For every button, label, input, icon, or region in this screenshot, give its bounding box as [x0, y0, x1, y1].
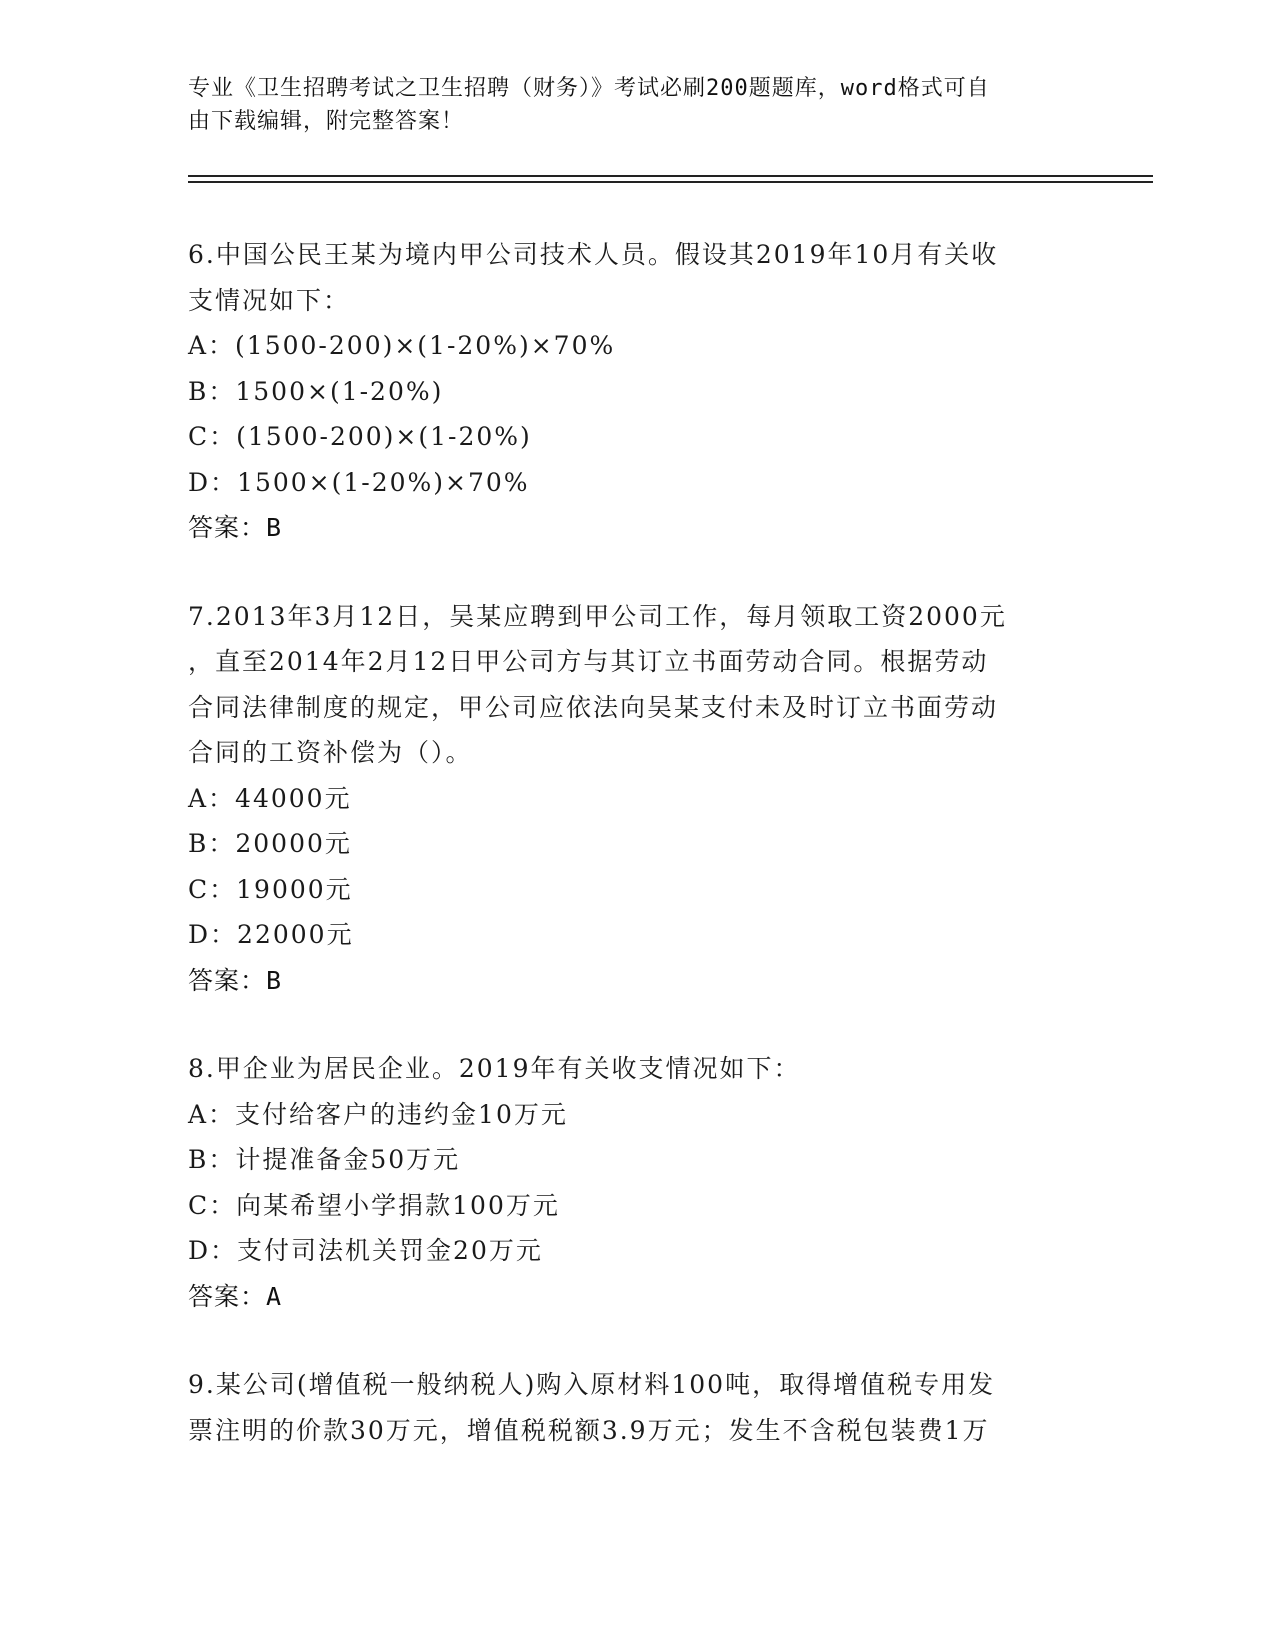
- header-line-2: 由下载编辑，附完整答案！: [188, 109, 465, 134]
- question-text-line: 合同的工资补偿为（）。: [188, 738, 473, 767]
- answer-line: 答案：B: [188, 965, 283, 995]
- option-a: A：44000元: [188, 783, 352, 813]
- option-d: D：22000元: [188, 920, 354, 949]
- option-a: A：(1500-200)×(1-20%)×70%: [188, 331, 616, 360]
- question-text-line: 支情况如下：: [188, 285, 351, 315]
- header-line-1: 专业《卫生招聘考试之卫生招聘（财务）》考试必刷200题题库，word格式可自: [188, 76, 990, 101]
- question-text-line: 8.甲企业为居民企业。2019年有关收支情况如下：: [188, 1054, 801, 1083]
- question-8: [188, 1046, 1088, 1319]
- question-text-line: ，直至2014年2月12日甲公司方与其订立书面劳动合同。根据劳动: [188, 647, 989, 676]
- question-text-line: 6.中国公民王某为境内甲公司技术人员。假设其2019年10月有关收: [188, 240, 999, 269]
- document-header: [188, 72, 1068, 138]
- option-a: A：支付给客户的违约金10万元: [188, 1099, 568, 1129]
- question-text-line: 合同法律制度的规定，甲公司应依法向吴某支付未及时订立书面劳动: [188, 692, 999, 722]
- option-d: D：1500×(1-20%)×70%: [188, 467, 530, 497]
- question-9: [188, 1362, 1088, 1453]
- header-divider-top: [188, 175, 1153, 177]
- option-b: B：计提准备金50万元: [188, 1145, 461, 1174]
- question-6: [188, 232, 1088, 551]
- option-b: B：20000元: [188, 829, 352, 858]
- question-7: [188, 594, 1088, 1004]
- option-b: B：1500×(1-20%): [188, 376, 444, 406]
- question-text-line: 票注明的价款30万元，增值税税额3.9万元；发生不含税包装费1万: [188, 1415, 990, 1445]
- answer-line: 答案：A: [188, 1281, 283, 1311]
- question-list: [188, 232, 1088, 1496]
- header-divider-bottom: [188, 181, 1153, 183]
- option-c: C：19000元: [188, 874, 353, 904]
- option-d: D：支付司法机关罚金20万元: [188, 1236, 543, 1265]
- option-c: C：(1500-200)×(1-20%): [188, 422, 532, 451]
- answer-line: 答案：B: [188, 513, 283, 542]
- option-c: C：向某希望小学捐款100万元: [188, 1190, 560, 1220]
- question-text-line: 9.某公司(增值税一般纳税人)购入原材料100吨，取得增值税专用发: [188, 1370, 996, 1399]
- question-text-line: 7.2013年3月12日，吴某应聘到甲公司工作，每月领取工资2000元: [188, 601, 1007, 631]
